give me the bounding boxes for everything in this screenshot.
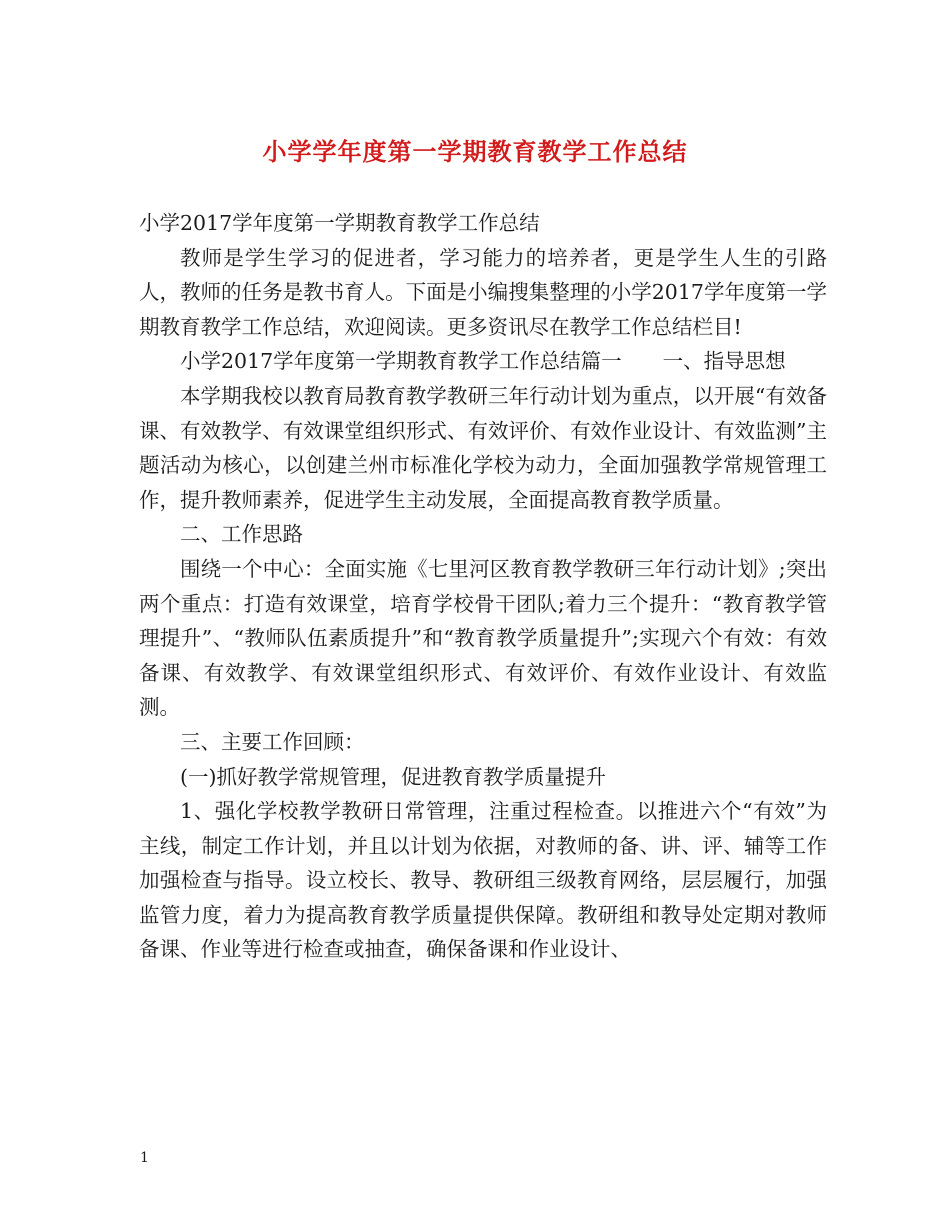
- paragraph-section-one: 小学2017学年度第一学期教育教学工作总结篇一 一、指导思想: [180, 349, 786, 374]
- paragraph-guiding-thought: 本学期我校以教育局教育教学教研三年行动计划为重点，以开展“有效备课、有效教学、有效课堂组织形式、有效评价、有效作业设计、有效监测”主题活动为核心，以创建兰州市标准化学校为动力，全面加强教学常规管理工作，提升教师素养，促进学生主动发展，全面提高教育教学质量。: [139, 383, 827, 512]
- page-number: 1: [140, 1150, 149, 1166]
- paragraph-heading: 小学2017学年度第一学期教育教学工作总结: [139, 211, 540, 235]
- paragraph-section-two: 二、工作思路: [180, 522, 303, 547]
- paragraph-item-one: 1、强化学校教学教研日常管理，注重过程检查。以推进六个“有效”为主线，制定工作计划，并且以计划为依据，对教师的备、讲、评、辅等工作加强检查与指导。设立校长、教导、教研组三级教育网络，层层履行，加强监管力度，着力为提高教育教学质量提供保障。教研组和教导处定期对教师备课、作业等进行检查或抽查，确保备课和作业设计、: [139, 799, 827, 962]
- document-body: [139, 206, 827, 967]
- paragraph-intro: 教师是学生学习的促进者，学习能力的培养者，更是学生人生的引路人，教师的任务是教书育人。下面是小编搜集整理的小学2017学年度第一学期教育教学工作总结，欢迎阅读。更多资讯尽在教学工作总结栏目!: [139, 245, 827, 339]
- paragraph-work-approach: 围绕一个中心：全面实施《七里河区教育教学教研三年行动计划》;突出两个重点：打造有效课堂，培育学校骨干团队;着力三个提升：“教育教学管理提升”、“教师队伍素质提升”和“教育教学质量提升”;实现六个有效：有效备课、有效教学、有效课堂组织形式、有效评价、有效作业设计、有效监测。: [139, 556, 827, 720]
- paragraph-section-three: 三、主要工作回顾：: [180, 729, 365, 754]
- paragraph-subsection-one: (一)抓好教学常规管理，促进教育教学质量提升: [180, 764, 606, 789]
- document-title: 小学学年度第一学期教育教学工作总结: [262, 137, 688, 166]
